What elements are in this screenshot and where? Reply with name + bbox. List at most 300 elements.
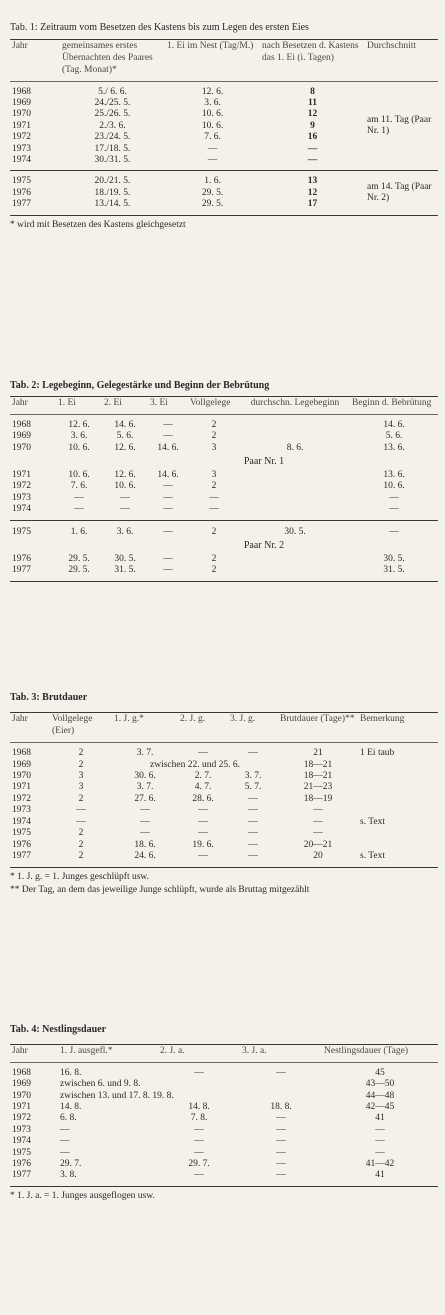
table-cell: 17./18. 5. (94, 143, 131, 154)
table-cell: zwischen 22. und 25. 6. (150, 759, 240, 770)
table-cell: 12. 6. (114, 442, 136, 453)
col-header: 2. J. a. (160, 1046, 185, 1056)
table-cell: — (194, 1067, 204, 1078)
col-header: Jahr (12, 398, 28, 408)
table-cell: 10. 6. (68, 470, 90, 481)
table-4 (10, 1045, 438, 1059)
table-cell: 2 (211, 431, 217, 442)
table-cell: 1971 (12, 120, 31, 131)
table-cell: — (194, 1136, 204, 1147)
pair-1-label: Paar Nr. 1 (243, 456, 285, 468)
table-1-footnote: * wird mit Besetzen des Kastens gleichgesetzt (10, 219, 186, 230)
table-cell: s. Text (360, 851, 386, 862)
table-row (10, 840, 438, 851)
table-cell: 30. 5. (284, 526, 306, 537)
table-1-section (10, 22, 438, 231)
table-row (10, 420, 438, 431)
table-cell: — (209, 504, 219, 515)
table-cell: — (248, 747, 258, 758)
table-row (10, 504, 438, 515)
table-row (10, 1113, 438, 1124)
col-header: 2. J. g. (180, 714, 206, 724)
table-cell: 3. 7. (136, 782, 154, 793)
table-cell: 14. 6. (114, 419, 136, 430)
table-cell: 2 (211, 526, 217, 537)
table-cell: 10. 6. (114, 481, 136, 492)
table-row (10, 527, 438, 538)
table-1-group-2 (10, 176, 438, 210)
table-cell: 8 (310, 86, 315, 97)
table-cell: — (248, 839, 258, 850)
table-cell: 30./31. 5. (94, 154, 131, 165)
table-cell: 1977 (12, 199, 31, 210)
col-header: 1. J. ausgefl.* (60, 1046, 113, 1056)
rule (10, 81, 438, 82)
table-cell: — (120, 492, 130, 503)
table-cell: — (140, 828, 150, 839)
table-2-caption (10, 380, 438, 392)
col-header: 2. Ei (104, 398, 122, 408)
table-row (10, 1125, 438, 1136)
table-cell: 1. 6. (204, 176, 221, 187)
table-3-section (10, 692, 438, 896)
table-1 (10, 40, 438, 78)
table-cell: — (313, 828, 323, 839)
table-cell: 5. 6. (116, 431, 134, 442)
table-row (10, 565, 438, 576)
table-row (10, 1091, 438, 1102)
table-cell: 2 (78, 759, 84, 770)
table-cell: 7. 8. (190, 1113, 208, 1124)
table-2-section (10, 380, 438, 582)
table-cell: 18—21 (303, 771, 333, 782)
table-cell: — (307, 143, 318, 154)
table-row (10, 1136, 438, 1147)
table-header-row (10, 713, 438, 739)
col-header: Jahr (12, 1046, 28, 1056)
table-cell: — (389, 504, 399, 515)
table-4-body (10, 1068, 438, 1182)
col-header: Jahr (12, 41, 28, 51)
table-cell: 5. 7. (244, 782, 262, 793)
table-cell: 10. 6. (68, 442, 90, 453)
table-cell: 7. 6. (70, 481, 88, 492)
table-cell: 2 (78, 793, 84, 804)
table-cell: 28. 6. (192, 793, 214, 804)
table-cell: 25./26. 5. (94, 109, 131, 120)
table-row (10, 851, 438, 863)
table-cell: s. Text (360, 816, 386, 827)
rule (10, 581, 438, 582)
col-header: Brutdauer (Tage)** (280, 714, 355, 724)
table-cell: 1975 (12, 176, 31, 187)
table-cell: — (140, 816, 150, 827)
col-header: Vollgelege (Eier) (52, 714, 93, 736)
table-cell: — (198, 851, 208, 862)
table-cell: 20 (313, 851, 323, 862)
table-cell: — (198, 805, 208, 816)
table-cell: 18./19. 5. (94, 187, 131, 198)
table-3-body (10, 748, 438, 863)
table-row (10, 1170, 438, 1181)
table-cell: 31. 5. (383, 565, 405, 576)
table-cell: 1973 (12, 805, 31, 816)
col-header: gemeinsames erstes Übernachten des Paares (Tag. Monat)* (62, 41, 153, 75)
table-cell: 1975 (12, 828, 31, 839)
table-cell: 1975 (12, 1147, 31, 1158)
table-cell: 16. 8. (60, 1067, 82, 1078)
table-row (10, 493, 438, 504)
table-cell: 18—21 (303, 759, 333, 770)
table-cell: 5. 6. (385, 431, 403, 442)
table-cell: 14. 6. (383, 419, 405, 430)
table-cell: 45 (375, 1067, 385, 1078)
table-cell: 1969 (12, 759, 31, 770)
col-header: Jahr (12, 714, 28, 724)
table-cell: 23./24. 5. (94, 132, 131, 143)
table-cell: 3 (78, 782, 84, 793)
table-cell: 18—19 (303, 793, 333, 804)
col-header: 3. J. g. (230, 714, 256, 724)
table-4-footnote: * 1. J. a. = 1. Junges ausgeflogen usw. (10, 1190, 155, 1201)
table-cell: 31. 5. (114, 565, 136, 576)
table-cell: — (209, 492, 219, 503)
table-cell (358, 794, 438, 805)
table-cell: — (248, 828, 258, 839)
table-cell: 1972 (12, 132, 31, 143)
table-row (10, 748, 438, 760)
table-cell: — (163, 554, 173, 564)
table-cell: 2 (211, 419, 217, 430)
table-cell: 41—42 (365, 1159, 395, 1169)
table-cell: 1969 (12, 1079, 31, 1090)
table-cell: 42—45 (365, 1102, 395, 1113)
table-row (10, 1068, 438, 1079)
table-cell: 3. 7. (244, 771, 262, 782)
table-cell: 1970 (12, 442, 31, 453)
table-cell: 11 (308, 98, 317, 109)
table-cell: — (313, 816, 323, 827)
table-3-label: Tab. 3: (10, 692, 40, 703)
table-cell: 1971 (12, 1102, 31, 1113)
table-cell: 1968 (12, 1067, 31, 1078)
col-header: Nestlingsdauer (Tage) (324, 1046, 409, 1056)
table-row (10, 771, 438, 782)
table-cell: — (194, 1170, 204, 1181)
table-cell (240, 470, 350, 481)
table-2-group-2b (10, 554, 438, 577)
table-row (10, 817, 438, 829)
table-cell: 1977 (12, 851, 31, 862)
table-cell: 2 (211, 481, 217, 492)
table-cell (358, 840, 438, 851)
table-2-group-2 (10, 527, 438, 538)
table-cell: — (276, 1159, 286, 1169)
table-cell: zwischen 13. und 17. 8. 19. 8. (60, 1090, 174, 1101)
table-cell: — (140, 805, 150, 816)
table-cell: 1974 (12, 816, 31, 827)
table-1-caption (10, 22, 438, 34)
table-cell: 6. 8. (60, 1113, 77, 1124)
table-cell: 1972 (12, 1113, 31, 1124)
table-cell: — (198, 828, 208, 839)
table-row (10, 1148, 438, 1159)
col-header: durchschn. Legebeginn (250, 398, 340, 408)
table-cell: 7. 6. (204, 132, 221, 143)
table-cell: 29. 7. (188, 1159, 210, 1169)
table-cell: 5./ 6. 6. (98, 86, 127, 97)
table-cell: — (60, 1136, 70, 1147)
table-header-row (10, 40, 438, 78)
table-cell: 14. 6. (157, 442, 179, 453)
table-cell: 3. 8. (60, 1170, 77, 1181)
table-cell: 12. 6. (114, 470, 136, 481)
table-3-footnote-1: * 1. J. g. = 1. Junges geschlüpft usw. (10, 872, 150, 883)
rule (10, 742, 438, 743)
table-cell: 1973 (12, 143, 31, 154)
table-cell (358, 805, 438, 816)
table-cell: — (207, 154, 218, 165)
table-cell: — (74, 492, 84, 503)
table-cell: 4. 7. (194, 782, 212, 793)
table-cell: 19. 6. (192, 839, 214, 850)
table-cell: — (389, 492, 399, 503)
table-cell: 14. 8. (60, 1102, 82, 1113)
table-row (10, 87, 438, 98)
table-cell: — (198, 747, 208, 758)
table-cell: — (248, 816, 258, 827)
table-cell: — (313, 805, 323, 816)
table-cell (358, 782, 438, 793)
table-cell: 2 (211, 565, 217, 576)
table-cell: — (276, 1170, 286, 1181)
table-cell: 2 (78, 851, 84, 862)
table-cell: — (163, 481, 173, 492)
table-4-section (10, 1024, 438, 1202)
table-cell: 10. 6. (201, 109, 224, 120)
table-cell: 17 (307, 199, 318, 210)
table-cell: 44—48 (365, 1090, 395, 1101)
table-cell: 21—23 (303, 782, 333, 793)
table-cell: 1976 (12, 187, 31, 198)
table-cell: 1971 (12, 470, 31, 481)
table-cell: 1970 (12, 109, 31, 120)
table-cell (240, 420, 350, 431)
table-1-label: Tab. 1: (10, 22, 38, 33)
col-header: Vollgelege (190, 398, 231, 408)
table-cell: 13 (307, 176, 318, 187)
table-cell: 3 (211, 442, 217, 453)
table-cell: — (276, 1067, 286, 1078)
table-cell (240, 504, 350, 515)
table-3-footnote-2: ** Der Tag, an dem das jeweilige Junge schlüpft, wurde als Bruttag mitgezählt (10, 884, 310, 895)
table-cell: 1968 (12, 419, 31, 430)
table-cell: 1973 (12, 1124, 31, 1135)
table-cell: 12 (307, 187, 318, 198)
table-cell: 13. 6. (383, 442, 405, 453)
pair-2-label: Paar Nr. 2 (243, 540, 285, 551)
table-cell: — (76, 805, 86, 816)
table-row (10, 431, 438, 442)
table-cell: 1971 (12, 782, 31, 793)
table-2-group-1 (10, 420, 438, 454)
table-4-title: Nestlingsdauer (42, 1024, 107, 1035)
rule (10, 1186, 438, 1187)
table-cell: 9 (310, 120, 315, 131)
table-cell: 24. 6. (134, 851, 156, 862)
table-cell: — (248, 851, 258, 862)
table-cell: 3. 7. (136, 747, 154, 758)
table-cell: 14. 8. (188, 1102, 210, 1113)
rule (10, 520, 438, 521)
table-cell: — (198, 816, 208, 827)
table-1-title: Zeitraum vom Besetzen des Kastens bis zum Legen des ersten Eies (40, 22, 309, 33)
table-2 (10, 397, 438, 411)
table-cell: 1970 (12, 1090, 31, 1101)
table-cell: 14. 6. (157, 470, 179, 481)
table-cell: 2 (211, 554, 217, 564)
table-cell: 13./14. 5. (94, 199, 131, 210)
table-cell: — (207, 143, 218, 154)
table-cell: 1968 (12, 86, 31, 97)
table-cell: 10. 6. (383, 481, 405, 492)
table-3-caption (10, 692, 438, 704)
table-cell: 24./25. 5. (94, 98, 131, 109)
table-cell: — (248, 805, 258, 816)
col-header: Bemerkung (360, 714, 405, 724)
table-cell: — (163, 526, 173, 537)
table-cell (240, 493, 350, 504)
table-cell: 2 (78, 747, 84, 758)
table-cell: — (163, 504, 173, 515)
table-cell: 29. 5. (201, 187, 224, 198)
table-cell: — (276, 1113, 286, 1124)
table-cell: 3 (211, 470, 217, 481)
table-header-row (10, 397, 438, 411)
table-3-title: Brutdauer (42, 692, 88, 703)
table-cell: 29. 5. (201, 199, 224, 210)
table-cell (358, 760, 438, 771)
table-3 (10, 713, 438, 739)
table-cell: 1975 (12, 526, 31, 537)
table-cell: 1974 (12, 504, 31, 515)
table-2-label: Tab. 2: (10, 380, 40, 391)
table-row (10, 760, 438, 771)
table-cell: 1. 6. (70, 526, 88, 537)
table-row (10, 828, 438, 839)
table-row (10, 554, 438, 565)
table-cell: 29. 5. (68, 554, 90, 564)
table-row (10, 794, 438, 805)
table-row (10, 805, 438, 816)
table-cell: 20./21. 5. (94, 176, 131, 187)
table-cell: 27. 6. (134, 793, 156, 804)
col-header: 1. Ei (58, 398, 76, 408)
table-cell (240, 554, 350, 565)
table-cell: — (60, 1147, 70, 1158)
col-header: nach Besetzen d. Kastens das 1. Ei (i. Tagen) (262, 41, 359, 63)
table-cell (240, 431, 350, 442)
table-cell: 1974 (12, 1136, 31, 1147)
table-cell: 12. 6. (68, 419, 90, 430)
table-cell: 18. 8. (270, 1102, 292, 1113)
table-cell: 3. 6. (70, 431, 88, 442)
table-cell: 1976 (12, 839, 31, 850)
table-2-group-1b (10, 470, 438, 516)
table-cell: 1 Ei taub (360, 747, 395, 758)
table-cell: — (276, 1136, 286, 1147)
table-cell: — (163, 419, 173, 430)
table-cell: 21 (313, 747, 323, 758)
table-cell: — (375, 1124, 385, 1135)
table-4-caption (10, 1024, 438, 1036)
table-cell (358, 828, 438, 839)
col-header: Beginn d. Bebrütung (352, 398, 432, 408)
table-row (10, 1079, 438, 1090)
table-cell: — (276, 1147, 286, 1158)
table-cell: — (276, 1124, 286, 1135)
table-cell: 12. 6. (201, 86, 224, 97)
table-row (10, 470, 438, 481)
table-cell: — (375, 1136, 385, 1147)
table-cell: 13. 6. (383, 470, 405, 481)
table-row (10, 782, 438, 793)
table-cell: 1973 (12, 492, 31, 503)
table-2-title: Legebeginn, Gelegestärke und Beginn der Bebrütung (42, 380, 270, 391)
rule (10, 867, 438, 868)
table-cell: — (389, 526, 399, 537)
table-cell: — (163, 565, 173, 576)
table-cell: 18. 6. (134, 839, 156, 850)
rule (10, 414, 438, 415)
table-cell: 2. 7. (194, 771, 212, 782)
table-cell: 1976 (12, 1159, 31, 1169)
table-cell: — (163, 492, 173, 503)
table-cell: 20—21 (303, 839, 333, 850)
table-cell: 30. 5. (383, 554, 405, 564)
table-cell: 1972 (12, 481, 31, 492)
col-header: 1. J. g.* (114, 714, 144, 724)
table-row (10, 443, 438, 454)
table-cell: 10. 6. (201, 120, 224, 131)
table-header-row (10, 1045, 438, 1059)
table-cell: 1972 (12, 793, 31, 804)
table-cell: 29. 7. (60, 1159, 82, 1169)
table-cell: 30. 5. (114, 554, 136, 564)
average-cell: am 11. Tag (Paar Nr. 1) (367, 114, 432, 137)
table-4-label: Tab. 4: (10, 1024, 40, 1035)
table-cell: zwischen 6. und 9. 8. (60, 1079, 141, 1090)
table-cell: 1969 (12, 98, 31, 109)
rule (10, 1062, 438, 1063)
table-cell: 1976 (12, 554, 31, 564)
table-cell: — (194, 1147, 204, 1158)
table-1-group-1 (10, 87, 438, 167)
table-cell: — (307, 154, 318, 165)
col-header: 3. J. a. (242, 1046, 267, 1056)
rule (10, 170, 438, 171)
table-cell: 41 (375, 1170, 385, 1181)
table-cell: 43—50 (365, 1079, 395, 1090)
table-cell (240, 481, 350, 492)
table-cell (240, 565, 350, 576)
table-row (10, 1102, 438, 1113)
table-cell: 12 (307, 109, 318, 120)
table-cell: — (74, 504, 84, 515)
table-cell: 2./3. 6. (99, 120, 126, 131)
rule (10, 215, 438, 216)
table-cell: 16 (307, 132, 318, 143)
